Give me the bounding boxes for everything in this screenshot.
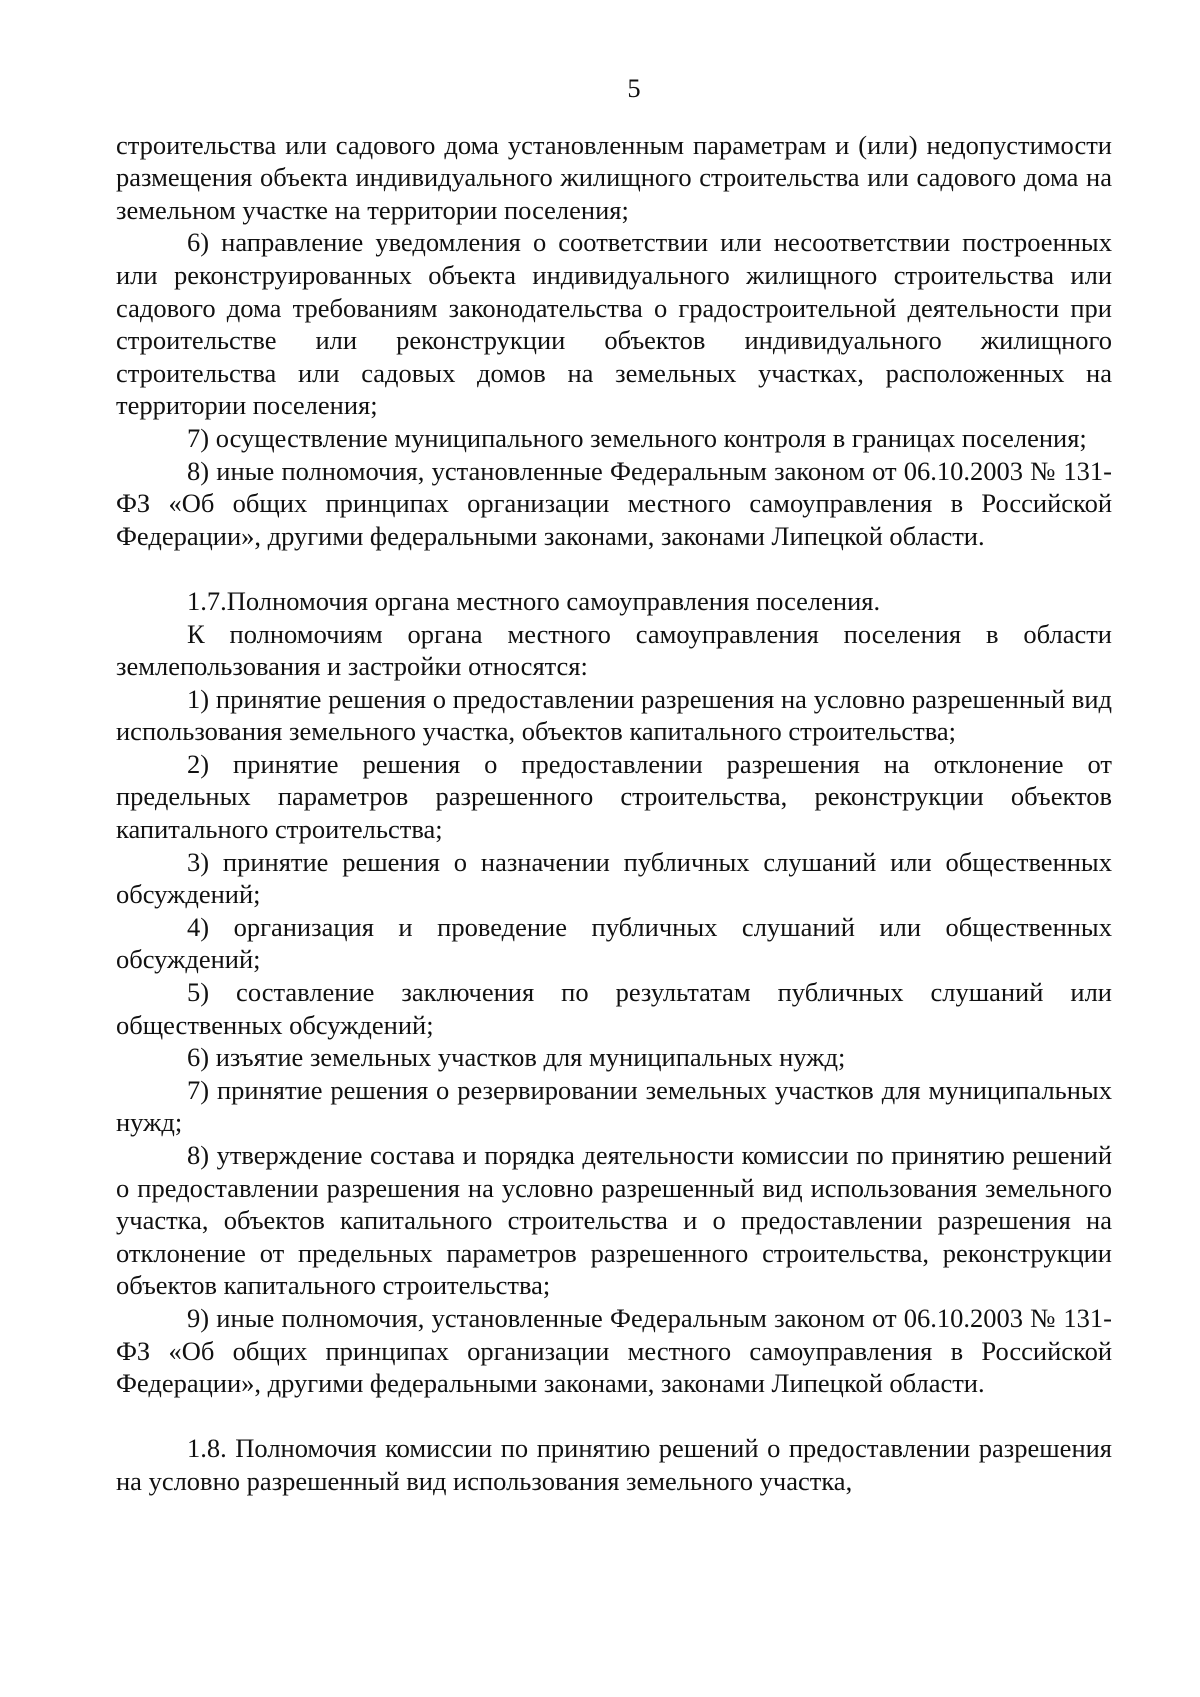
paragraph-gap [116,552,1112,585]
paragraph-continuation: строительства или садового дома установленным параметрам и (или) недопустимости размещения объекта индивидуального жилищного строительства или садового дома на земельном участке на территории поселения; [116,129,1112,225]
section-heading-1-7: 1.7.Полномочия органа местного самоуправления поселения. [187,585,881,616]
list-item-4: 4) организация и проведение публичных слушаний или общественных обсуждений; [116,911,1112,975]
list-item-7: 7) осуществление муниципального земельного контроля в границах поселения; [187,422,1087,453]
list-item-7b: 7) принятие решения о резервировании земельных участков для муниципальных нужд; [116,1074,1112,1138]
section-heading-1-8: 1.8. Полномочия комиссии по принятию решений о предоставлении разрешения на условно разрешенный вид использования земельного участка, [116,1433,1112,1496]
list-item-2: 2) принятие решения о предоставлении разрешения на отклонение от предельных параметров разрешенного строительства, реконструкции объектов капитального строительства; [116,748,1112,845]
list-item-8b: 8) утверждение состава и порядка деятельности комиссии по принятию решений о предоставлении разрешения на условно разрешенный вид использования земельного участка, объектов капитального строительства и о предоставлении разрешения на отклонение от предельных параметров разрешенного строительства, реконструкции объектов капитального строительства; [116,1140,1112,1301]
list-item-6: 6) направление уведомления о соответствии или несоответствии построенных или реконструированных объекта индивидуального жилищного строительства или садового дома требованиям законодательства о градостроительной деятельности при строительстве или реконструкции объектов индивидуального жилищного строительства или садовых домов на земельных участках, расположенных на территории поселения; [116,227,1112,421]
list-item-5: 5) составление заключения по результатам публичных слушаний или общественных обсуждений; [116,977,1112,1040]
list-item-1: 1) принятие решения о предоставлении разрешения на условно разрешенный вид использования земельного участка, объектов капитального строительства; [116,683,1112,747]
list-item-3: 3) принятие решения о назначении публичных слушаний или общественных обсуждений; [116,846,1112,910]
list-item-6b: 6) изъятие земельных участков для муниципальных нужд; [187,1042,846,1073]
paragraph-gap [116,1400,1112,1433]
page-number: 5 [627,73,641,103]
section-intro: К полномочиям органа местного самоуправления поселения в области землепользования и застройки относятся: [116,618,1112,682]
list-item-8: 8) иные полномочия, установленные Федеральным законом от 06.10.2003 № 131-ФЗ «Об общих принципах организации местного самоуправления в Российской Федерации», другими федеральными законами, законами Липецкой области. [116,455,1112,551]
list-item-9: 9) иные полномочия, установленные Федеральным законом от 06.10.2003 № 131-ФЗ «Об общих принципах организации местного самоуправления в Российской Федерации», другими федеральными законами, законами Липецкой области. [116,1302,1112,1399]
